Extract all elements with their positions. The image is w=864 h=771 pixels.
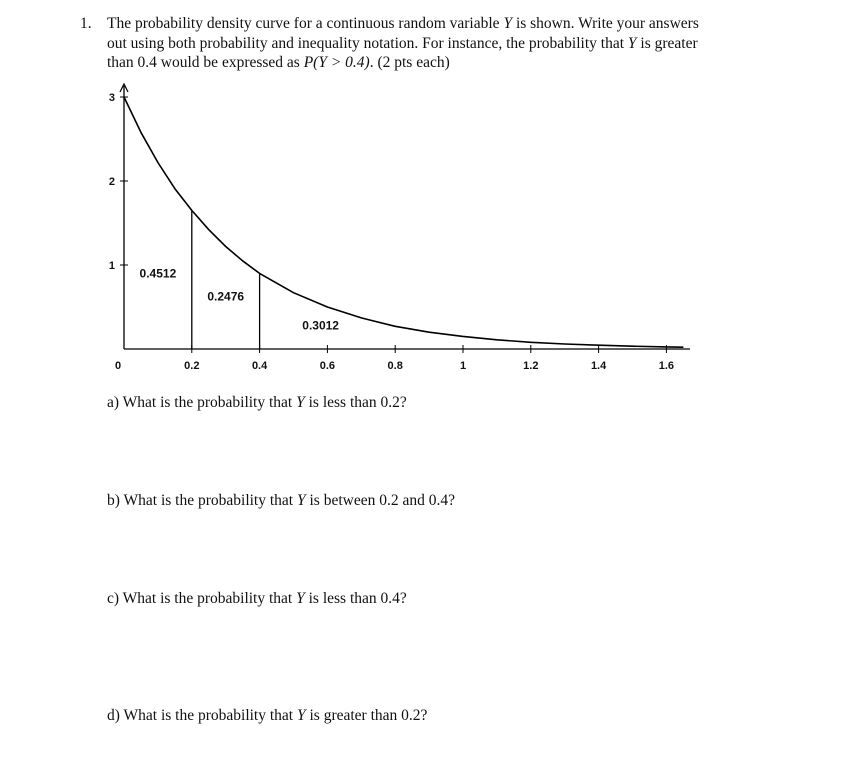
x-tick-label: 0.4 bbox=[251, 360, 268, 372]
points-note: . (2 pts each) bbox=[369, 54, 450, 71]
area-label: 0.2476 bbox=[207, 289, 245, 304]
x-tick-label: 1.6 bbox=[658, 360, 675, 372]
density-curve bbox=[124, 97, 683, 347]
x-tick-label: 0 bbox=[114, 360, 122, 372]
question-c: c) What is the probability that Y is less than 0.4? bbox=[107, 590, 407, 607]
question-a: a) What is the probability that Y is less than 0.2? bbox=[107, 394, 407, 411]
y-tick-label: 2 bbox=[108, 176, 115, 188]
y-tick-label: 3 bbox=[108, 92, 115, 104]
variable-y: Y bbox=[503, 15, 513, 32]
problem-line-2: out using both probability and inequality notation. For instance, the probability that Y is greater bbox=[107, 34, 698, 52]
x-tick-label: 0.8 bbox=[387, 360, 403, 372]
question-d: d) What is the probability that Y is greater than 0.2? bbox=[107, 707, 428, 724]
example-notation: P(Y > 0.4) bbox=[303, 54, 370, 71]
area-label: 0.4512 bbox=[139, 266, 177, 281]
x-tick-label: 1.4 bbox=[590, 360, 607, 372]
problem-line-3: than 0.4 would be expressed as P(Y > 0.4). (2 pts each) bbox=[107, 54, 450, 71]
x-tick-label: 0.6 bbox=[319, 360, 336, 372]
problem-line-1: The probability density curve for a continuous random variable Y is shown. Write your answers bbox=[107, 15, 699, 32]
x-tick-label: 1.2 bbox=[523, 360, 539, 372]
area-label: 0.3012 bbox=[302, 318, 339, 333]
x-tick-label: 1 bbox=[459, 360, 467, 372]
problem-number: 1. bbox=[80, 15, 92, 32]
variable-y: Y bbox=[627, 34, 637, 52]
y-tick-label: 1 bbox=[108, 260, 115, 272]
x-tick-label: 0.2 bbox=[184, 360, 200, 372]
question-b: b) What is the probability that Y is between 0.2 and 0.4? bbox=[107, 492, 455, 509]
